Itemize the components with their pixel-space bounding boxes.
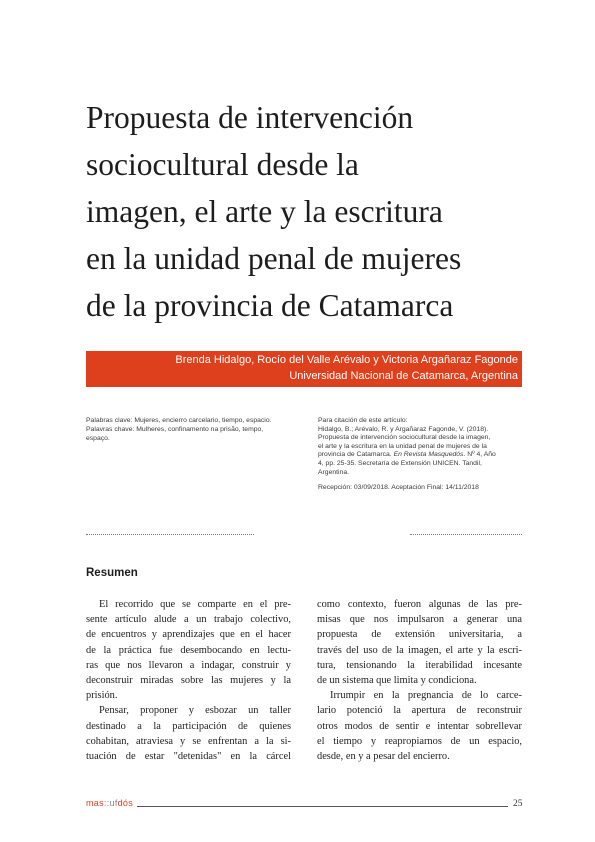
authors: Brenda Hidalgo, Rocío del Valle Arévalo y Victoria Argañaraz Fagonde	[175, 354, 518, 366]
abstract-right-column	[317, 597, 522, 764]
keywords-line: Palabras clave: Mujeres, encierro carcelario, tiempo, espacio.	[86, 417, 272, 424]
title-line: de la provincia de Catamarca	[86, 288, 454, 323]
title-line: Propuesta de intervención	[86, 100, 414, 135]
paragraph-line: de encuentros y aprendizajes que en el hacer	[86, 629, 291, 641]
paragraph-line: través del uso de la imagen, el arte y la escri-	[317, 644, 522, 656]
page-number: 25	[513, 799, 523, 809]
citation-line: 4, pp. 25-35. Secretaría de Extensión UNICEN. Tandil,	[318, 459, 482, 467]
abstract-heading: Resumen	[86, 567, 138, 579]
citation-line: Hidalgo, B.; Arévalo, R. y Argañaraz Fagonde, V. (2018).	[318, 425, 489, 433]
paragraph-line: ras que nos llevaron a indagar, construir y	[86, 659, 291, 671]
journal-logo	[86, 798, 133, 808]
logo-part: mas	[86, 798, 104, 808]
citation-line	[318, 451, 528, 460]
citation-text: Nº 4, Año	[467, 451, 496, 459]
title-line: imagen, el arte y la escritura	[86, 194, 443, 229]
paragraph-line: tuación de estar "detenidas" en la cárcel	[86, 750, 291, 762]
keywords-block	[86, 417, 296, 443]
logo-part: ::uf	[103, 798, 118, 808]
footer-rule	[137, 806, 508, 807]
abstract-left-column	[86, 597, 291, 764]
paragraph-line: desde, en y a pesar del encierro.	[317, 750, 450, 762]
paragraph-line: cohabitan, atraviesa y se enfrentan a la si-	[86, 735, 291, 747]
paragraph-line: como contexto, fueron algunas de las pre-	[317, 599, 522, 610]
journal-name: En Revista Masquedós.	[393, 451, 466, 459]
paragraph-line: prisión.	[86, 690, 118, 702]
paragraph-line: sente artículo alude a un trabajo colectivo,	[86, 614, 291, 626]
citation-line: el arte y la escritura en la unidad penal de mujeres de la	[318, 442, 487, 450]
paragraph-line: Irrumpir en la pregnancia de lo carce-	[330, 690, 522, 702]
keywords-line: Palavras chave: Mulheres, confinamento na prisão, tempo,	[86, 425, 264, 433]
paragraph-line: destinado a la participación de quienes	[86, 720, 291, 732]
author-band	[86, 351, 522, 387]
dotted-divider-left	[86, 534, 254, 535]
citation-line: Para citación de este artículo:	[318, 417, 408, 424]
dotted-divider-right	[410, 534, 522, 535]
article-title	[86, 94, 546, 329]
citation-block	[318, 417, 528, 493]
paragraph-line: lario potenció la apertura de reconstruir	[317, 705, 522, 717]
paragraph-line: tura, tensionando la iterabilidad incesante	[317, 659, 522, 671]
paragraph-line: de un sistema que limita y condiciona.	[317, 674, 477, 686]
paragraph-line: El recorrido que se comparte en el pre-	[99, 599, 291, 610]
reception-dates: Recepción: 03/09/2018. Aceptación Final: 14/11/2018	[318, 484, 479, 492]
logo-part: dós	[117, 798, 134, 808]
citation-line: Argentina.	[318, 468, 349, 476]
citation-line: Propuesta de intervención sociocultural desde la imagen,	[318, 434, 491, 442]
title-line: en la unidad penal de mujeres	[86, 241, 462, 276]
paragraph-line: deconstruir miradas sobre las mujeres y la	[86, 674, 291, 686]
affiliation: Universidad Nacional de Catamarca, Argentina	[289, 369, 518, 382]
paragraph-line: el tiempo y reapropiarnos de un espacio,	[317, 735, 522, 747]
paragraph-line: misas que nos impulsaron a generar una	[317, 614, 522, 626]
paragraph-line: de la práctica fue desembocando en lectu-	[86, 644, 291, 656]
citation-text: provincia de Catamarca.	[318, 451, 392, 459]
paragraph-line: propuesta de extensión universitaria, a	[317, 629, 522, 641]
keywords-line: espaço.	[86, 434, 110, 442]
paragraph-line: otros modos de sentir e intentar sobrellevar	[317, 720, 522, 732]
paragraph-line: Pensar, proponer y esbozar un taller	[99, 705, 291, 717]
title-line: sociocultural desde la	[86, 147, 359, 182]
